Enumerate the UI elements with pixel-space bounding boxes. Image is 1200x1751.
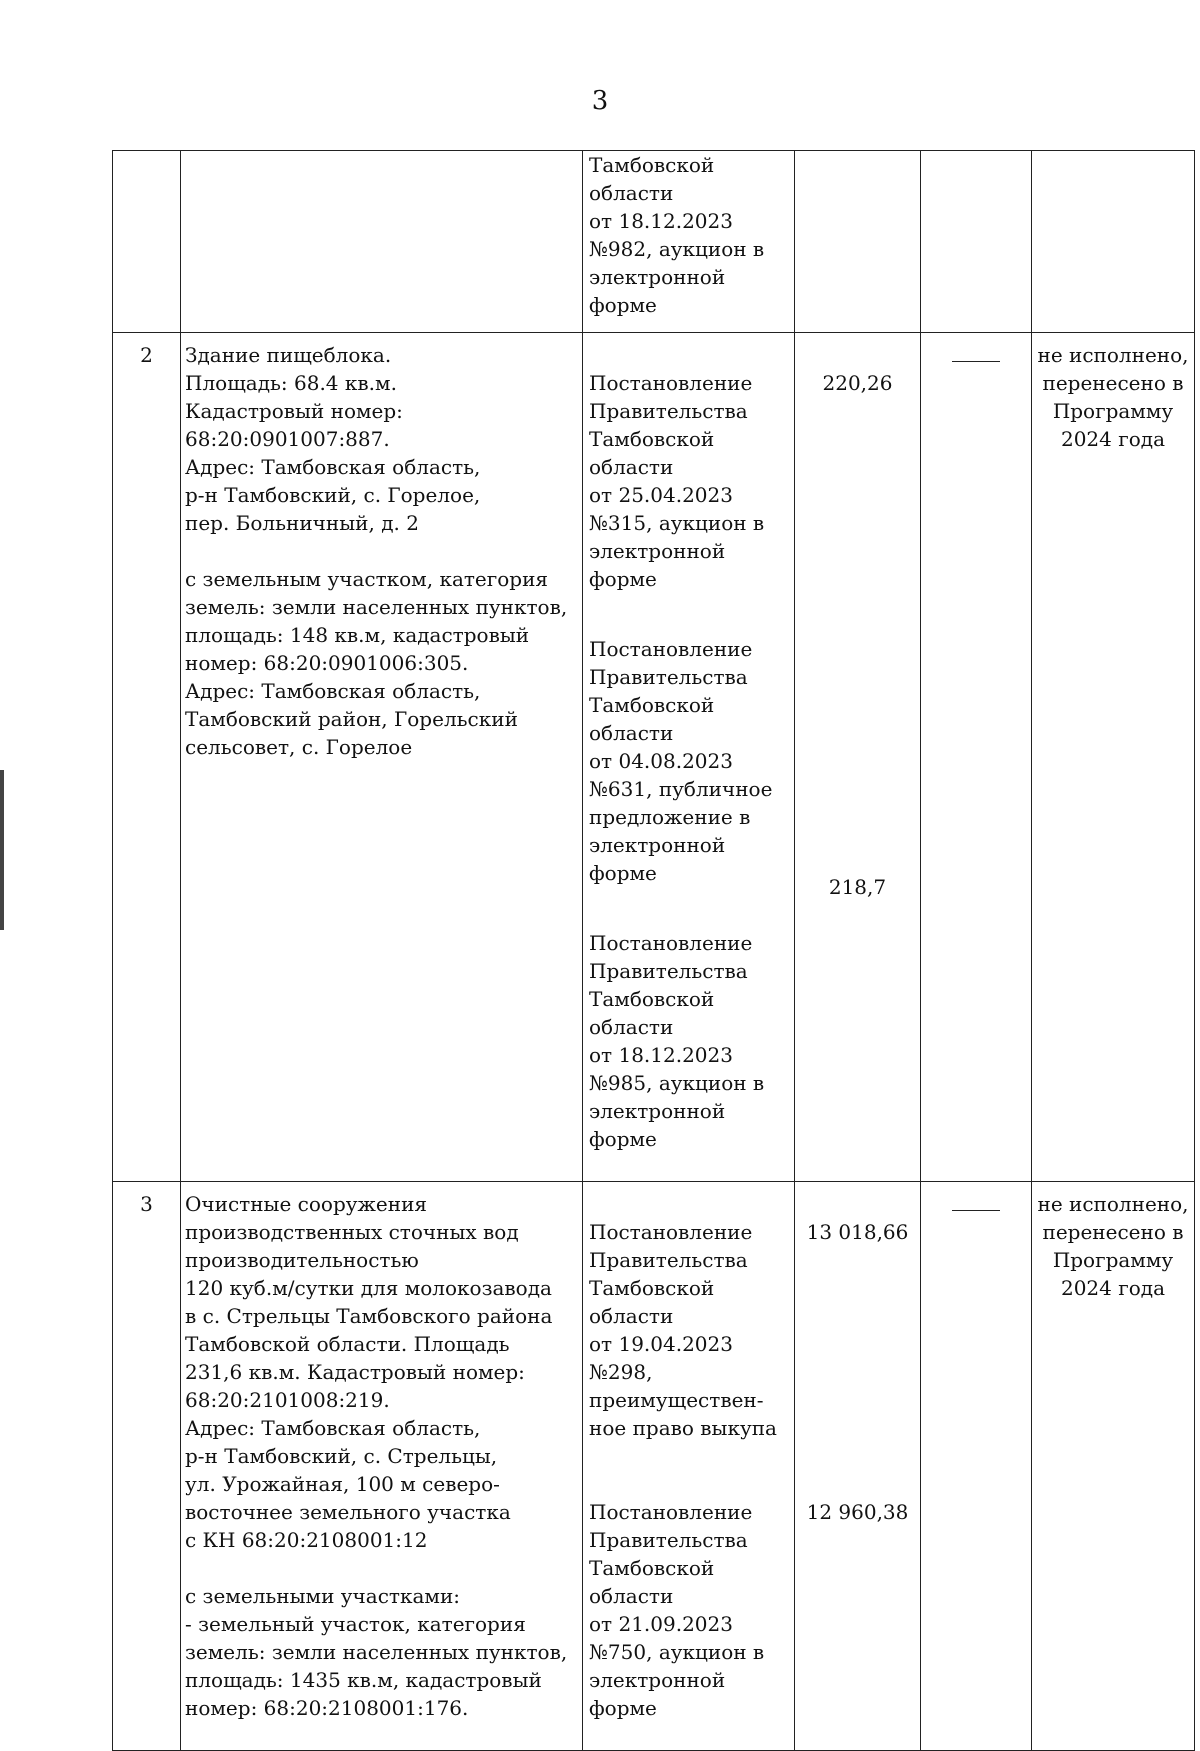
decree-text: Постановление Правительства Тамбовской области от 04.08.2023 №631, публичное предложение в электронной форме xyxy=(589,637,773,885)
status-cell: не исполнено, перенесено в Программу 2024 года xyxy=(1032,1182,1195,1751)
dash-cell xyxy=(921,1182,1032,1751)
dash-mark xyxy=(952,361,1000,362)
price-value: 220,26 xyxy=(822,371,893,395)
price-value: 13 018,66 xyxy=(806,1220,909,1244)
legal-basis-cell xyxy=(583,333,795,1182)
row-number-cell xyxy=(113,151,181,333)
object-description-cell: Очистные сооружения производственных сточных вод производительностью 120 куб.м/сутки для молокозавода в с. Стрельцы Тамбовского района Тамбовской области. Площадь 231,6 кв.м. Кадастровый номер: 68:20:2101008:219. Адрес: Тамбовская область, р-н Тамбовский, с. Стрельцы, ул. Урожайная, 100 м северо- восточнее земельного участка с КН 68:20:2108001:12 с земельными участками: - земельный участок, категория земель: земли населенных пунктов, площадь: 1435 кв.м, кадастровый номер: 68:20:2108001:176. xyxy=(181,1182,583,1751)
dash-mark xyxy=(952,1210,1000,1211)
table-row xyxy=(113,151,1195,333)
property-table xyxy=(112,150,1195,1751)
row-number-cell: 3 xyxy=(113,1182,181,1751)
status-cell: не исполнено, перенесено в Программу 2024 года xyxy=(1032,333,1195,1182)
table-row xyxy=(113,1182,1195,1751)
decree-text: Постановление Правительства Тамбовской области от 19.04.2023 №298, преимуществен- ное право выкупа xyxy=(589,1220,777,1440)
object-description-cell: Здание пищеблока. Площадь: 68.4 кв.м. Кадастровый номер: 68:20:0901007:887. Адрес: Тамбовская область, р-н Тамбовский, с. Горелое, пер. Больничный, д. 2 с земельным участком, категория земель: земли населенных пунктов, площадь: 148 кв.м, кадастровый номер: 68:20:0901006:305. Адрес: Тамбовская область, Тамбовский район, Горельский сельсовет, с. Горелое xyxy=(181,333,583,1182)
legal-basis-cell xyxy=(583,151,795,333)
price-cell xyxy=(795,151,921,333)
decree-text: Постановление Правительства Тамбовской области от 18.12.2023 №985, аукцион в электронной форме xyxy=(589,931,765,1151)
status-cell xyxy=(1032,151,1195,333)
dash-cell xyxy=(921,151,1032,333)
row-number-cell: 2 xyxy=(113,333,181,1182)
price-value: 12 960,38 xyxy=(806,1500,909,1524)
price-value: 218,7 xyxy=(828,875,887,899)
price-cell xyxy=(795,333,921,1182)
table-row xyxy=(113,333,1195,1182)
decree-text: Постановление Правительства Тамбовской области от 25.04.2023 №315, аукцион в электронной форме xyxy=(589,371,765,591)
dash-cell xyxy=(921,333,1032,1182)
object-description-cell xyxy=(181,151,583,333)
page-number: 3 xyxy=(591,86,609,116)
decree-text: Постановление Правительства Тамбовской области от 21.09.2023 №750, аукцион в электронной форме xyxy=(589,1500,765,1720)
price-cell xyxy=(795,1182,921,1751)
legal-basis-cell xyxy=(583,1182,795,1751)
scan-edge-mark xyxy=(0,770,4,930)
decree-text: Тамбовской области от 18.12.2023 №982, аукцион в электронной форме xyxy=(589,153,765,317)
